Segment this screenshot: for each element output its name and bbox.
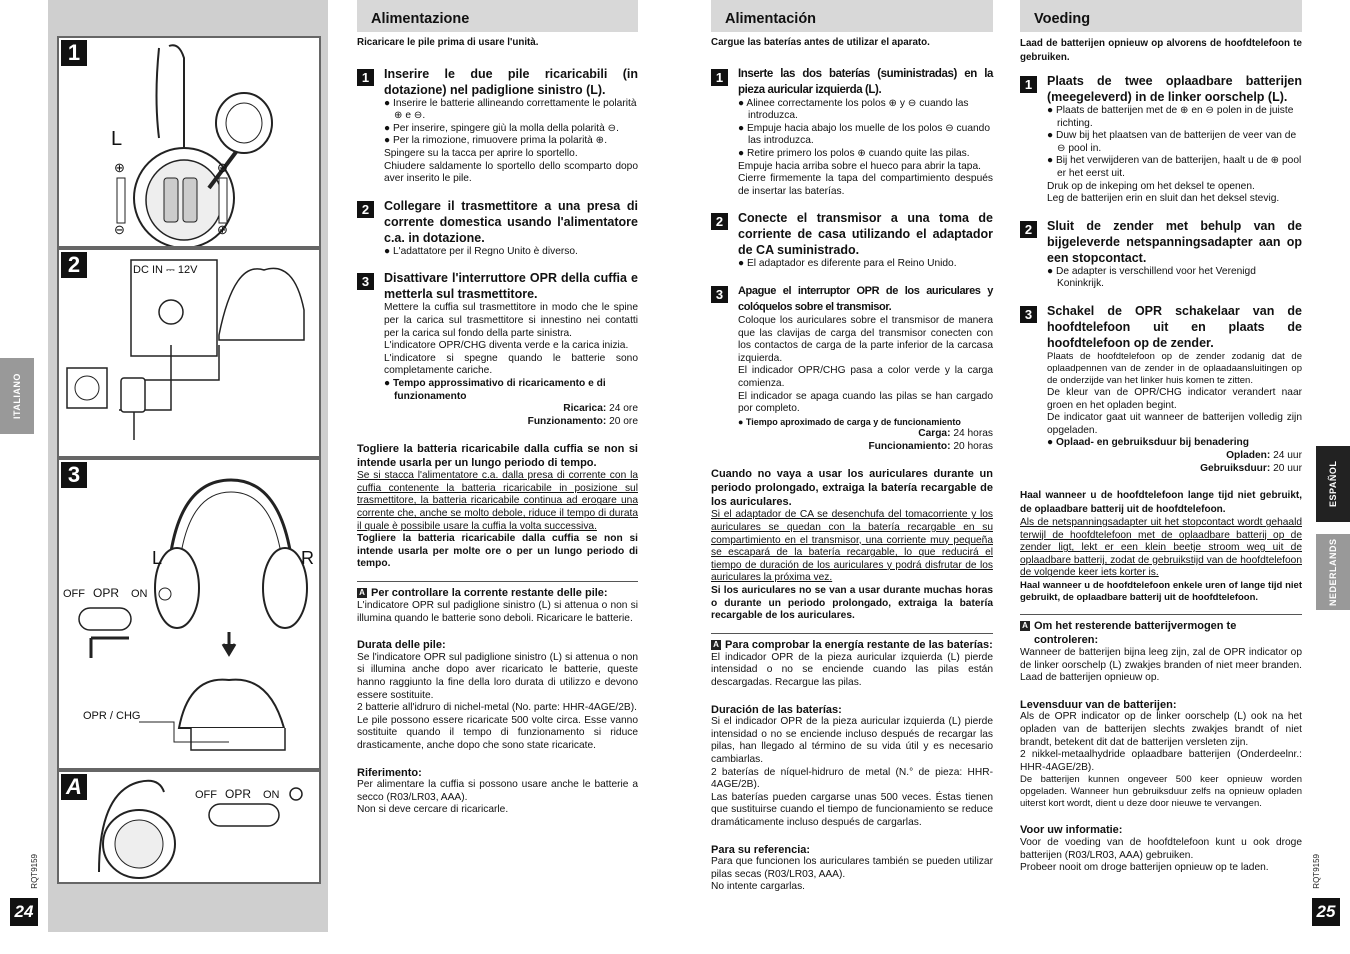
step-title: Plaats de twee oplaadbare batterijen (meegeleverd) in de linker oorschelp (L). xyxy=(1047,74,1302,104)
operation-time: Gebruiksduur: 20 uur xyxy=(1200,462,1302,474)
step-text: Druk op de inkeping om het deksel te openen. Leg de batterijen erin en sluit dan het deksel stevig. xyxy=(1047,180,1280,205)
intro-text: Cargue las baterías antes de utilizar el aparato. xyxy=(711,37,930,48)
step-title: Apague el interruptor OPR de los auriculares y colóquelos sobre el transmisor. xyxy=(738,284,993,313)
step-text: L'indicatore OPR/CHG diventa verde e la carica inizia. xyxy=(384,340,629,352)
opr-chg-label: OPR / CHG xyxy=(83,710,141,722)
page-number-right: 25 xyxy=(1312,898,1340,926)
divider xyxy=(357,581,638,582)
figure-1 xyxy=(57,36,321,248)
reference-text: Para que funcionen los auriculares también se pueden utilizar pilas secas (R03/LR03, AAA). xyxy=(711,856,993,880)
battery-check-text: Wanneer de batterijen bijna leeg zijn, zal de OPR indicator op de linker oorschelp (L) zwakjes branden of niet meer branden. Laad de batterijen opnieuw op. xyxy=(1020,647,1302,684)
section-title: Voeding xyxy=(1020,0,1302,32)
left-ear-label: L xyxy=(111,128,123,150)
document-code: RQT9159 xyxy=(30,854,39,889)
battery-life-text: 2 nikkel-metaalhydride oplaadbare batterijen (Onderdeelnr.: HHR-4AGE/2B). xyxy=(1020,749,1302,773)
figure-3-number: 3 xyxy=(61,462,87,488)
step-number: 3 xyxy=(711,286,728,303)
bullet: ● Inserire le batterie allineando correttamente le polarità ⊕ e ⊖. xyxy=(384,97,637,122)
warning-text: Als de netspanningsadapter uit het stopcontact wordt gehaald terwijl de hoofdtelefoon met de oplaadbare batterij op de zender ligt, lekt er een klein beetje stroom weg uit de oplaadbare batterij, zodat de gebruikstijd van de hoofdtelefoon de volgende keer iets korter is. xyxy=(1020,517,1302,579)
dc-in-label: DC IN ⎓ 12V xyxy=(133,264,198,276)
battery-check-title: A Para comprobar la energía restante de las baterías: xyxy=(711,638,993,652)
bullet: ● Plaats de batterijen met de ⊕ en ⊖ polen in de juiste richting. xyxy=(1047,105,1294,129)
figure-a-label: A xyxy=(61,774,87,800)
minus-symbol: ⊖ xyxy=(114,222,125,237)
divider xyxy=(711,633,993,634)
battery-life-text: 2 baterías de níquel-hidruro de metal (N.° de pieza: HHR-4AGE/2B). xyxy=(711,766,993,791)
bullet: ● Per la rimozione, rimuovere prima la polarità ⊕. xyxy=(384,135,608,147)
minus-symbol: ⊖ xyxy=(217,160,228,175)
step-number: 1 xyxy=(1020,76,1037,93)
step-1 xyxy=(357,66,638,186)
battery-life-text: 2 batterie all'idruro di nichel-metal (No. parte: HHR-4AGE/2B). xyxy=(357,702,637,714)
step-text: De indicator gaat uit wanneer de batterijen volledig zijn opgeladen. xyxy=(1047,412,1302,436)
battery-check-title: A Per controllare la corrente restante delle pile: xyxy=(357,586,638,600)
figure-a xyxy=(57,770,321,884)
intro-text: Ricaricare le pile prima di usare l'unità. xyxy=(357,37,539,48)
operation-time: Funcionamiento: 20 horas xyxy=(868,440,993,452)
battery-life-text: Se l'indicatore OPR sul padiglione sinistro (L) si attenua o non si illumina anche dopo aver ricaricato le batterie, queste hanno raggiunto la fine della loro durata di utilizzo e devono essere sostituite. xyxy=(357,651,638,701)
bullet: ● Retire primero los polos ⊕ cuando quite las pilas. xyxy=(738,147,970,159)
opr-label: OPR xyxy=(93,586,120,600)
battery-check-text: El indicador OPR de la pieza auricular izquierda (L) pierde intensidad o no se enciende cuando las pilas están descargadas. Recargue las pilas. xyxy=(711,651,993,688)
warning-bold: Haal wanneer u de hoofdtelefoon enkele uren of lange tijd niet gebruikt, de oplaadbare batterij uit de hoofdtelefoon. xyxy=(1020,580,1302,604)
bullet: ● Alinee correctamente los polos ⊕ y ⊖ cuando las introduzca. xyxy=(738,97,969,122)
document-code: RQT9159 xyxy=(1312,854,1321,889)
battery-check-text: L'indicatore OPR sul padiglione sinistro (L) si attenua o non si illumina quando le batterie sono deboli. Ricaricare le batterie. xyxy=(357,600,638,624)
step-2 xyxy=(357,198,638,259)
battery-life-text: Si el indicador OPR de la pieza auricular izquierda (L) pierde intensidad o no se enciende incluso después de recargar las pilas, han llegado al término de su vida útil y es necesario cambiarlas. xyxy=(711,716,993,765)
step-3 xyxy=(711,283,993,454)
warning-bold: Si los auriculares no se van a usar durante muchas horas o durante un periodo prolongado, extraiga la batería recargable de los auriculares. xyxy=(711,585,993,622)
column-espanol xyxy=(711,0,993,894)
step-text: De kleur van de OPR/CHG indicator verandert naar groen en het opladen begint. xyxy=(1047,386,1302,411)
charge-time: Opladen: 24 uur xyxy=(1226,449,1302,461)
warning-title: Haal wanneer u de hoofdtelefoon lange tijd niet gebruikt, de oplaadbare batterij uit de hoofdtelefoon. xyxy=(1020,490,1302,516)
step-2 xyxy=(1020,218,1302,291)
left-ear-label: L xyxy=(152,548,163,568)
section-title: Alimentación xyxy=(711,0,993,32)
figure-2-number: 2 xyxy=(61,252,87,278)
operation-time: Funzionamento: 20 ore xyxy=(527,415,638,427)
step-text: Mettere la cuffia sul trasmettitore in modo che le spine per la carica sul trasmettitore si innestino nei contatti per la carica sul fondo della parte sinistra. xyxy=(384,302,638,339)
battery-life-title: Levensduur van de batterijen: xyxy=(1020,698,1177,711)
opr-label: OPR xyxy=(225,787,252,801)
battery-check-title: A Om het resterende batterijvermogen te controleren: xyxy=(1020,619,1302,647)
bullet: ● El adaptador es diferente para el Reino Unido. xyxy=(738,258,957,270)
step-3 xyxy=(357,270,638,428)
bullet: ● Bij het verwijderen van de batterijen, haalt u de ⊕ pool er het eerst uit. xyxy=(1047,155,1302,179)
warning-bold: Togliere la batteria ricaricabile dalla cuffia se non si intende usarla per molte ore o per un lungo periodo di tempo. xyxy=(357,533,638,570)
reference-text: Probeer nooit om droge batterijen opnieuw op te laden. xyxy=(1020,862,1269,874)
step-title: Conecte el transmisor a una toma de corriente de casa utilizando el adaptador de CA suministrado. xyxy=(738,211,993,258)
bullet: ● Tiempo aproximado de carga y de funcionamiento xyxy=(738,416,961,427)
step-title: Collegare il trasmettitore a una presa di corrente domestica usando l'alimentatore c.a. in dotazione. xyxy=(384,198,638,245)
step-text: Coloque los auriculares sobre el transmisor de manera que las clavijas de carga del transmisor conecten con los contactos de carga de la parte inferior de la carcasa izquierda. xyxy=(738,314,993,364)
step-text: El indicador se apaga cuando las pilas se han cargado por completo. xyxy=(738,390,993,415)
step-number: 2 xyxy=(1020,221,1037,238)
step-number: 1 xyxy=(357,69,374,86)
step-text: Spingere su la tacca per aprire lo sportello. Chiudere saldamente lo sportello dello scomparto dopo aver inserito le pile. xyxy=(384,147,638,185)
tab-espanol: ESPAÑOL xyxy=(1316,446,1350,522)
step-number: 3 xyxy=(357,273,374,290)
battery-life-title: Duración de las baterías: xyxy=(711,703,842,716)
step-title: Inserte las dos baterías (suministradas) en la pieza auricular izquierda (L). xyxy=(738,67,993,96)
warning-title: Togliere la batteria ricaricabile dalla cuffia se non si intende usarla per un lungo periodo di tempo. xyxy=(357,443,638,470)
on-label: ON xyxy=(131,588,148,600)
headphone-battery-illustration xyxy=(59,38,321,248)
off-label: OFF xyxy=(63,588,85,600)
battery-life-title: Durata delle pile: xyxy=(357,639,446,652)
step-number: 3 xyxy=(1020,306,1037,323)
transmitter-adapter-illustration xyxy=(59,250,321,458)
bullet: ● De adapter is verschillend voor het Verenigd Koninkrijk. xyxy=(1047,265,1256,290)
headphone-placement-illustration xyxy=(59,460,321,770)
warning-title: Cuando no vaya a usar los auriculares durante un periodo prolongado, extraiga la batería recargable de los auriculares. xyxy=(711,468,993,509)
reference-text: Voor de voeding van de hoofdtelefoon kunt u ook droge batterijen (R03/LR03, AAA) gebruiken. xyxy=(1020,837,1302,861)
step-number: 2 xyxy=(357,201,374,218)
bullet: ● Empuje hacia abajo los muelle de los polos ⊖ cuando las introduzca. xyxy=(738,122,990,147)
reference-text: No intente cargarlas. xyxy=(711,881,806,893)
bullet: ● Per inserire, spingere giù la molla della polarità ⊖. xyxy=(384,122,619,134)
tab-italiano: ITALIANO xyxy=(0,358,34,434)
warning-text: Se si stacca l'alimentatore c.a. dalla presa di corrente con la cuffia contenente la batteria ricaricabile in posizione sul trasmettitore, la batteria ricaricabile continua ad erogare una corrente che, anche se molto debole, riduce il tempo di durata il quale è possibile usare la cuffia la volta successiva. xyxy=(357,470,638,532)
charge-time: Ricarica: 24 ore xyxy=(563,403,638,415)
reference-text: Non si deve cercare di ricaricarle. xyxy=(357,804,509,816)
step-2 xyxy=(711,210,993,271)
step-text: L'indicatore si spegne quando le batterie sono completamente cariche. xyxy=(384,352,638,377)
reference-title: Riferimento: xyxy=(357,766,422,779)
intro-text: Laad de batterijen opnieuw op alvorens de hoofdtelefoon te gebruiken. xyxy=(1020,38,1302,63)
battery-life-text: De batterijen kunnen ongeveer 500 keer opnieuw worden opgeladen. Wanneer hun gebruiksduur zelfs na opnieuw opladen uiterst kort wordt, dient u deze door nieuwe te vervangen. xyxy=(1020,774,1302,810)
divider xyxy=(1020,614,1302,615)
battery-life-text: Le pile possono essere ricaricate 500 volte circa. Esse vanno sostituite quando il tempo di funzionamento si riduce drasticamente, anche dopo che sono state ricaricate. xyxy=(357,714,638,751)
step-title: Disattivare l'interruttore OPR della cuffia e metterla sul trasmettitore. xyxy=(384,271,638,302)
plus-symbol: ⊕ xyxy=(114,160,125,175)
tab-nederlands: NEDERLANDS xyxy=(1316,534,1350,610)
step-title: Inserire le due pile ricaricabili (in dotazione) nel padiglione sinistro (L). xyxy=(384,66,638,97)
bullet: ● Duw bij het plaatsen van de batterijen de veer van de ⊖ pool in. xyxy=(1047,130,1297,154)
plus-symbol: ⊕ xyxy=(217,222,228,237)
battery-life-text: Las baterías pueden cargarse unas 500 veces. Éstas tienen que sustituirse cuando el tiempo de funcionamiento se reduce dramáticamente incluso después de cargarlas. xyxy=(711,791,993,828)
step-number: 2 xyxy=(711,213,728,230)
battery-life-text: Als de OPR indicator op de linker oorschelp (L) ook na het opladen van de batterijen slechts zwakjes brandt of niet brandt, betekent dit dat de batterijen versleten zijn. xyxy=(1020,711,1302,748)
bullet: ● Tempo approssimativo di ricaricamento e di funzionamento xyxy=(384,377,606,402)
column-nederlands xyxy=(1020,0,1302,875)
bullet: ● Oplaad- en gebruiksduur bij benadering xyxy=(1047,437,1250,449)
right-ear-label: R xyxy=(301,548,314,568)
bullet: ● L'adattatore per il Regno Unito è diverso. xyxy=(384,245,578,257)
step-3 xyxy=(1020,303,1302,475)
reference-title: Para su referencia: xyxy=(711,843,811,856)
column-italiano xyxy=(357,0,638,817)
off-label: OFF xyxy=(195,789,217,801)
step-1 xyxy=(711,66,993,199)
on-label: ON xyxy=(263,789,280,801)
reference-text: Per alimentare la cuffia si possono usare anche le batterie a secco (R03/LR03, AAA). xyxy=(357,779,638,803)
step-title: Sluit de zender met behulp van de bijgeleverde netspanningsadapter aan op een stopcontact. xyxy=(1047,218,1302,265)
opr-indicator-illustration xyxy=(59,772,321,884)
warning-text: Si el adaptador de CA se desenchufa del tomacorriente y los auriculares se quedan con la batería recargable en su compartimiento en el transmisor, una corriente muy pequeña se escapará de la batería recargable, lo que reducirá el tiempo de duración de los auriculares y podrá disfrutar de los auriculares la próxima vez. xyxy=(711,509,993,584)
page-number-left: 24 xyxy=(10,898,38,926)
step-1 xyxy=(1020,73,1302,206)
step-text: El indicador OPR/CHG pasa a color verde y la carga comienza. xyxy=(738,365,993,389)
step-title: Schakel de OPR schakelaar van de hoofdtelefoon uit en plaats de hoofdtelefoon op de zender. xyxy=(1047,303,1302,350)
charge-time: Carga: 24 horas xyxy=(918,428,993,440)
step-text: Empuje hacia arriba sobre el hueco para abrir la tapa. Cierre firmemente la tapa del compartimiento después de insertar las baterías. xyxy=(738,160,993,197)
step-text: Plaats de hoofdtelefoon op de zender zodanig dat de oplaadpennen van de zender in de oplaadaansluitingen op de onderzijde van het linker huis komen te zitten. xyxy=(1047,350,1302,386)
figure-2 xyxy=(57,248,321,458)
figure-1-number: 1 xyxy=(61,40,87,66)
reference-title: Voor uw informatie: xyxy=(1020,824,1123,837)
step-number: 1 xyxy=(711,69,728,86)
figure-3 xyxy=(57,458,321,770)
section-title: Alimentazione xyxy=(357,0,638,32)
